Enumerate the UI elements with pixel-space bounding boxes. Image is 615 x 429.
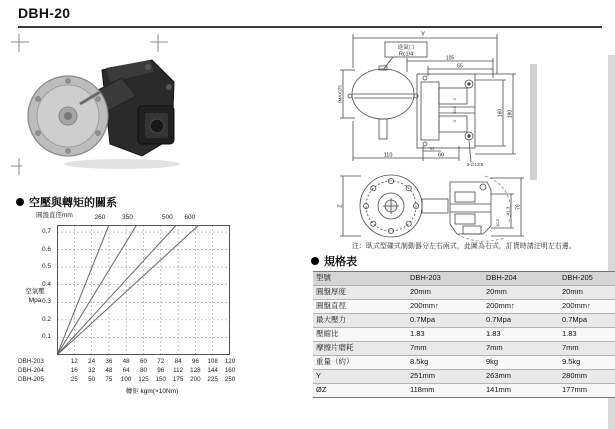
dim-z-label: Z	[337, 204, 344, 208]
spec-row-label: 摩擦片磨耗	[313, 342, 407, 356]
x-axis-row	[14, 358, 286, 367]
x-tick-value: 96	[191, 358, 199, 365]
dim-31-label: 31	[429, 145, 435, 151]
spec-row-label: ØZ	[313, 384, 407, 398]
disc-diameter-axis-label: 圓盤直徑mm	[36, 212, 73, 219]
x-tick-value: 160	[224, 367, 236, 374]
series-label: 600	[184, 214, 196, 221]
x-tick-value: 12	[70, 358, 78, 365]
spec-table-row	[313, 328, 615, 342]
spec-cell: 0.7Mpa	[559, 314, 615, 328]
spec-table-row	[313, 384, 615, 398]
dim-190-label: 190	[507, 109, 514, 119]
spec-cell: 7mm	[407, 342, 483, 356]
x-tick-value: 175	[172, 376, 184, 383]
spec-cell: 20mm	[407, 286, 483, 300]
model-label: DBH-205	[18, 376, 44, 383]
x-axis-label: 轉矩 kgm(×10Nm)	[125, 388, 179, 395]
y-tick: 0.2	[41, 315, 51, 323]
model-label: DBH-204	[18, 367, 44, 374]
technical-drawing	[335, 28, 537, 242]
spec-cell: 118mm	[407, 384, 483, 398]
spec-cell: DBH-203	[407, 272, 483, 286]
x-tick-value: 84	[174, 358, 182, 365]
dim-76-label: 76	[515, 204, 522, 210]
spec-table	[313, 271, 615, 398]
spec-row-label: 圓盤厚度	[313, 286, 407, 300]
spec-cell: 0.7Mpa	[407, 314, 483, 328]
dim-max75-label: (MAX)75	[337, 85, 343, 103]
x-axis-row	[14, 376, 286, 385]
photo-shadow	[64, 159, 180, 169]
spec-table-row	[313, 300, 615, 314]
spec-table-row	[313, 370, 615, 384]
dim-60-label: 60	[437, 152, 445, 159]
dim-gap-top-label: 2	[452, 97, 457, 101]
dim-gap-bottom-label: 2	[452, 119, 457, 123]
x-tick-value: 25	[70, 376, 78, 383]
spec-cell: 9.5kg	[559, 356, 615, 370]
x-tick-value: 200	[190, 376, 201, 383]
spec-cell: 0.7Mpa	[483, 314, 559, 328]
page-title: DBH-20	[18, 5, 71, 21]
spec-cell: 177mm	[559, 384, 615, 398]
spec-cell: 141mm	[483, 384, 559, 398]
cylinder-port	[150, 119, 164, 133]
x-tick-value: 75	[105, 376, 113, 383]
spec-cell: 200mm↑	[483, 300, 559, 314]
series-label: 350	[122, 214, 134, 221]
x-tick-value: 32	[88, 367, 96, 374]
dim-105-label: 105	[445, 55, 455, 62]
order-note: 注：臥式型碟式制動器分左右兩式，此圖為右式，訂貨時請注明左右邊。	[352, 243, 576, 250]
y-tick: 0.6	[41, 245, 51, 253]
spec-cell: 1.83	[559, 328, 615, 342]
spec-row-label: 型號	[313, 272, 407, 286]
y-axis-label: 空氣壓 Mpa	[25, 288, 45, 304]
pressure-torque-chart	[14, 210, 286, 410]
dim-disc-label: 20.2	[452, 106, 457, 114]
spec-cell: 280mm	[559, 370, 615, 384]
dim-10-5-label: 10.5	[495, 219, 500, 227]
x-tick-value: 24	[88, 358, 96, 365]
plot-area	[57, 225, 230, 355]
spec-row-label: 最大壓力	[313, 314, 407, 328]
model-label: DBH-203	[18, 358, 44, 365]
spec-cell: 200mm↑	[407, 300, 483, 314]
y-tick: 0.1	[41, 333, 51, 341]
x-tick-value: 64	[122, 367, 130, 374]
spec-row-label: Y	[313, 370, 407, 384]
x-tick-value: 128	[190, 367, 201, 374]
spec-table-row	[313, 342, 615, 356]
x-tick-value: 100	[120, 376, 132, 383]
x-tick-value: 125	[138, 376, 149, 383]
x-tick-value: 96	[157, 367, 165, 374]
spec-section-title-text: 規格表	[324, 256, 357, 268]
spec-cell: 20mm	[483, 286, 559, 300]
bullet-icon	[311, 257, 319, 265]
spec-cell: 7mm	[559, 342, 615, 356]
x-tick-value: 250	[224, 376, 236, 383]
x-tick-value: 72	[157, 358, 165, 365]
spec-cell: DBH-204	[483, 272, 559, 286]
chart-section-title	[16, 194, 117, 210]
y-tick: 0.4	[41, 280, 51, 288]
dim-41-3-label: 41.3	[505, 206, 511, 216]
x-tick-value: 48	[122, 358, 130, 365]
x-tick-value: 112	[173, 367, 184, 374]
dim-110-label: 110	[383, 152, 393, 159]
x-tick-value: 144	[207, 367, 218, 374]
spec-header-row	[313, 272, 615, 286]
plot-svg	[57, 225, 230, 355]
spec-section-title	[311, 253, 357, 269]
y-tick: 0.5	[41, 263, 51, 271]
x-tick-value: 120	[224, 358, 236, 365]
x-tick-value: 48	[105, 367, 113, 374]
x-tick-value: 225	[207, 376, 218, 383]
caliper-bolt	[166, 84, 172, 90]
x-tick-value: 150	[155, 376, 167, 383]
spec-cell: 1.83	[407, 328, 483, 342]
x-tick-value: 60	[139, 358, 148, 365]
spec-table-row	[313, 314, 615, 328]
spec-cell: 200mm↑	[559, 300, 615, 314]
spec-cell: 1.83	[483, 328, 559, 342]
spec-table-row	[313, 286, 615, 300]
series-label: 260	[94, 214, 106, 221]
flange-center	[64, 112, 72, 120]
x-tick-value: 36	[105, 358, 113, 365]
x-tick-value: 16	[70, 367, 78, 374]
y-tick: 0.3	[41, 298, 51, 306]
dim-160-label: 160	[497, 108, 504, 118]
bullet-icon	[16, 198, 24, 206]
dim-holes-label: 3-∅13.5	[466, 162, 484, 167]
x-tick-value: 50	[88, 376, 96, 383]
air-inlet-label: 進氣口	[397, 45, 415, 51]
dim-y-label: Y	[420, 32, 426, 38]
spec-cell: 251mm	[407, 370, 483, 384]
y-tick: 0.7	[41, 228, 51, 236]
chart-section-title-text: 空壓與轉矩的關系	[29, 197, 117, 209]
spec-cell: 7mm	[483, 342, 559, 356]
caliper-bolt	[145, 64, 151, 70]
dim-65-label: 65	[457, 63, 463, 70]
air-inlet-thread: Rc1/4	[398, 51, 414, 58]
spec-row-label: 壓縮比	[313, 328, 407, 342]
spec-cell: 9kg	[483, 356, 559, 370]
product-photo	[22, 52, 187, 170]
spec-cell: DBH-205	[559, 272, 615, 286]
spec-cell: 263mm	[483, 370, 559, 384]
spec-table-row	[313, 356, 615, 370]
spec-cell: 20mm	[559, 286, 615, 300]
spec-row-label: 圓盤直徑	[313, 300, 407, 314]
x-tick-value: 80	[139, 367, 148, 374]
spec-cell: 8.5kg	[407, 356, 483, 370]
x-tick-value: 108	[207, 358, 218, 365]
x-axis-row	[14, 367, 286, 376]
spec-row-label: 重量（約）	[313, 356, 407, 370]
series-label: 500	[161, 214, 173, 221]
